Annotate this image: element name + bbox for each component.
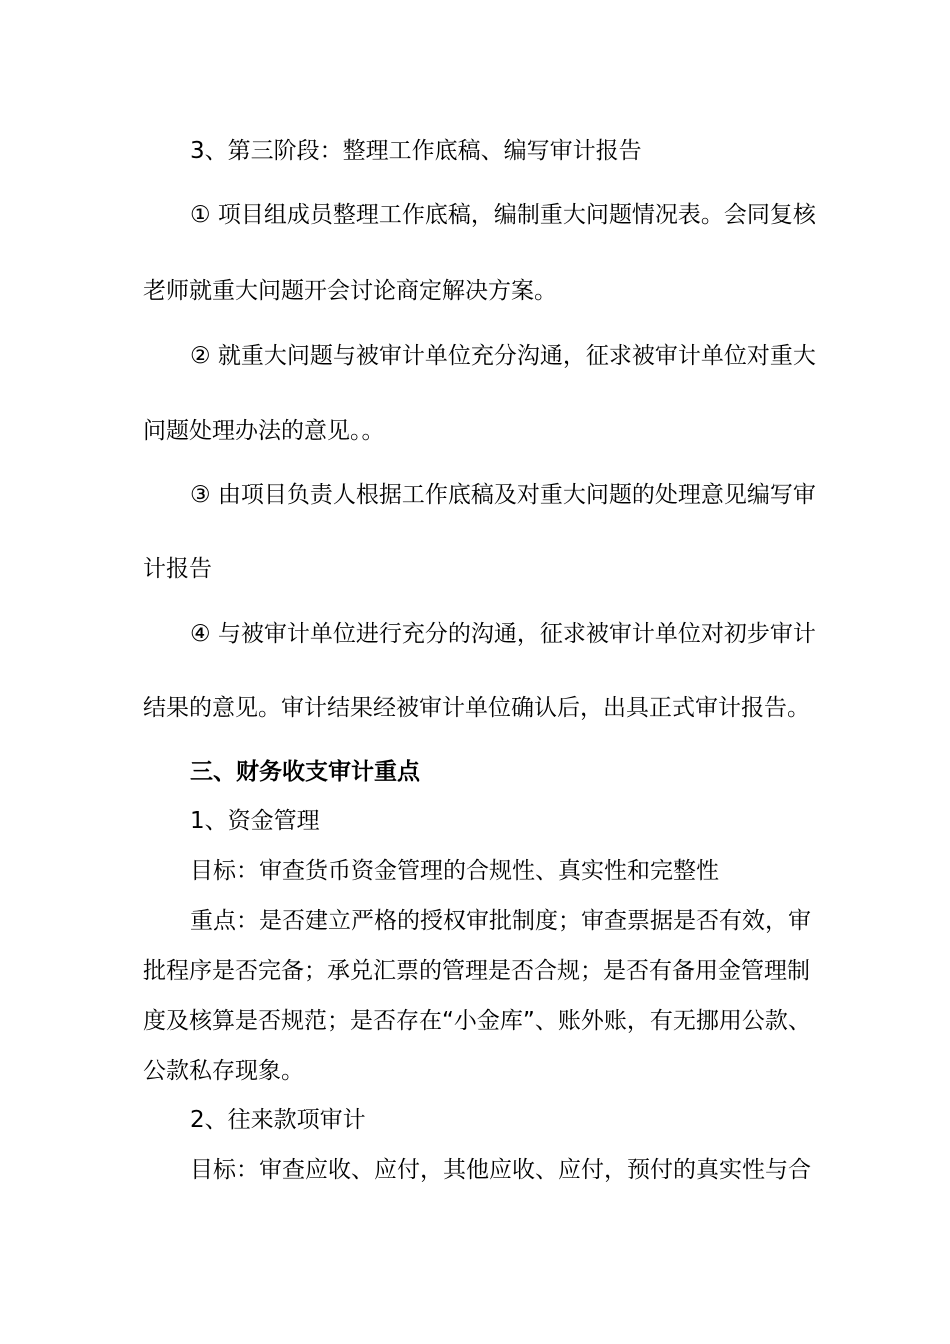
sub1-focus-line1: 重点：是否建立严格的授权审批制度；审查票据是否有效，审 xyxy=(190,908,811,934)
sub1-focus-line3: 度及核算是否规范；是否存在“小金库”、账外账，有无挪用公款、 xyxy=(143,1008,811,1034)
item2-line1: ② 就重大问题与被审计单位充分沟通，征求被审计单位对重大 xyxy=(190,343,816,369)
item3-line2: 计报告 xyxy=(143,556,212,582)
sub1-heading: 1、资金管理 xyxy=(190,808,320,834)
sub2-goal: 目标：审查应收、应付，其他应收、应付，预付的真实性与合 xyxy=(190,1157,811,1183)
section3-heading: 三、财务收支审计重点 xyxy=(190,759,420,785)
item3-line1: ③ 由项目负责人根据工作底稿及对重大问题的处理意见编写审 xyxy=(190,482,816,508)
item4-line2: 结果的意见。审计结果经被审计单位确认后，出具正式审计报告。 xyxy=(143,695,810,721)
sub1-goal: 目标：审查货币资金管理的合规性、真实性和完整性 xyxy=(190,858,719,884)
item1-line1: ① 项目组成员整理工作底稿，编制重大问题情况表。会同复核 xyxy=(190,202,816,228)
sub1-focus-line4: 公款私存现象。 xyxy=(143,1058,304,1084)
sub2-heading: 2、往来款项审计 xyxy=(190,1107,366,1133)
item1-line2: 老师就重大问题开会讨论商定解决方案。 xyxy=(143,278,557,304)
stage3-heading: 3、第三阶段：整理工作底稿、编写审计报告 xyxy=(190,138,642,164)
sub1-focus-line2: 批程序是否完备；承兑汇票的管理是否合规；是否有备用金管理制 xyxy=(143,958,810,984)
item4-line1: ④ 与被审计单位进行充分的沟通，征求被审计单位对初步审计 xyxy=(190,621,816,647)
item2-line2: 问题处理办法的意见。。 xyxy=(143,418,385,444)
